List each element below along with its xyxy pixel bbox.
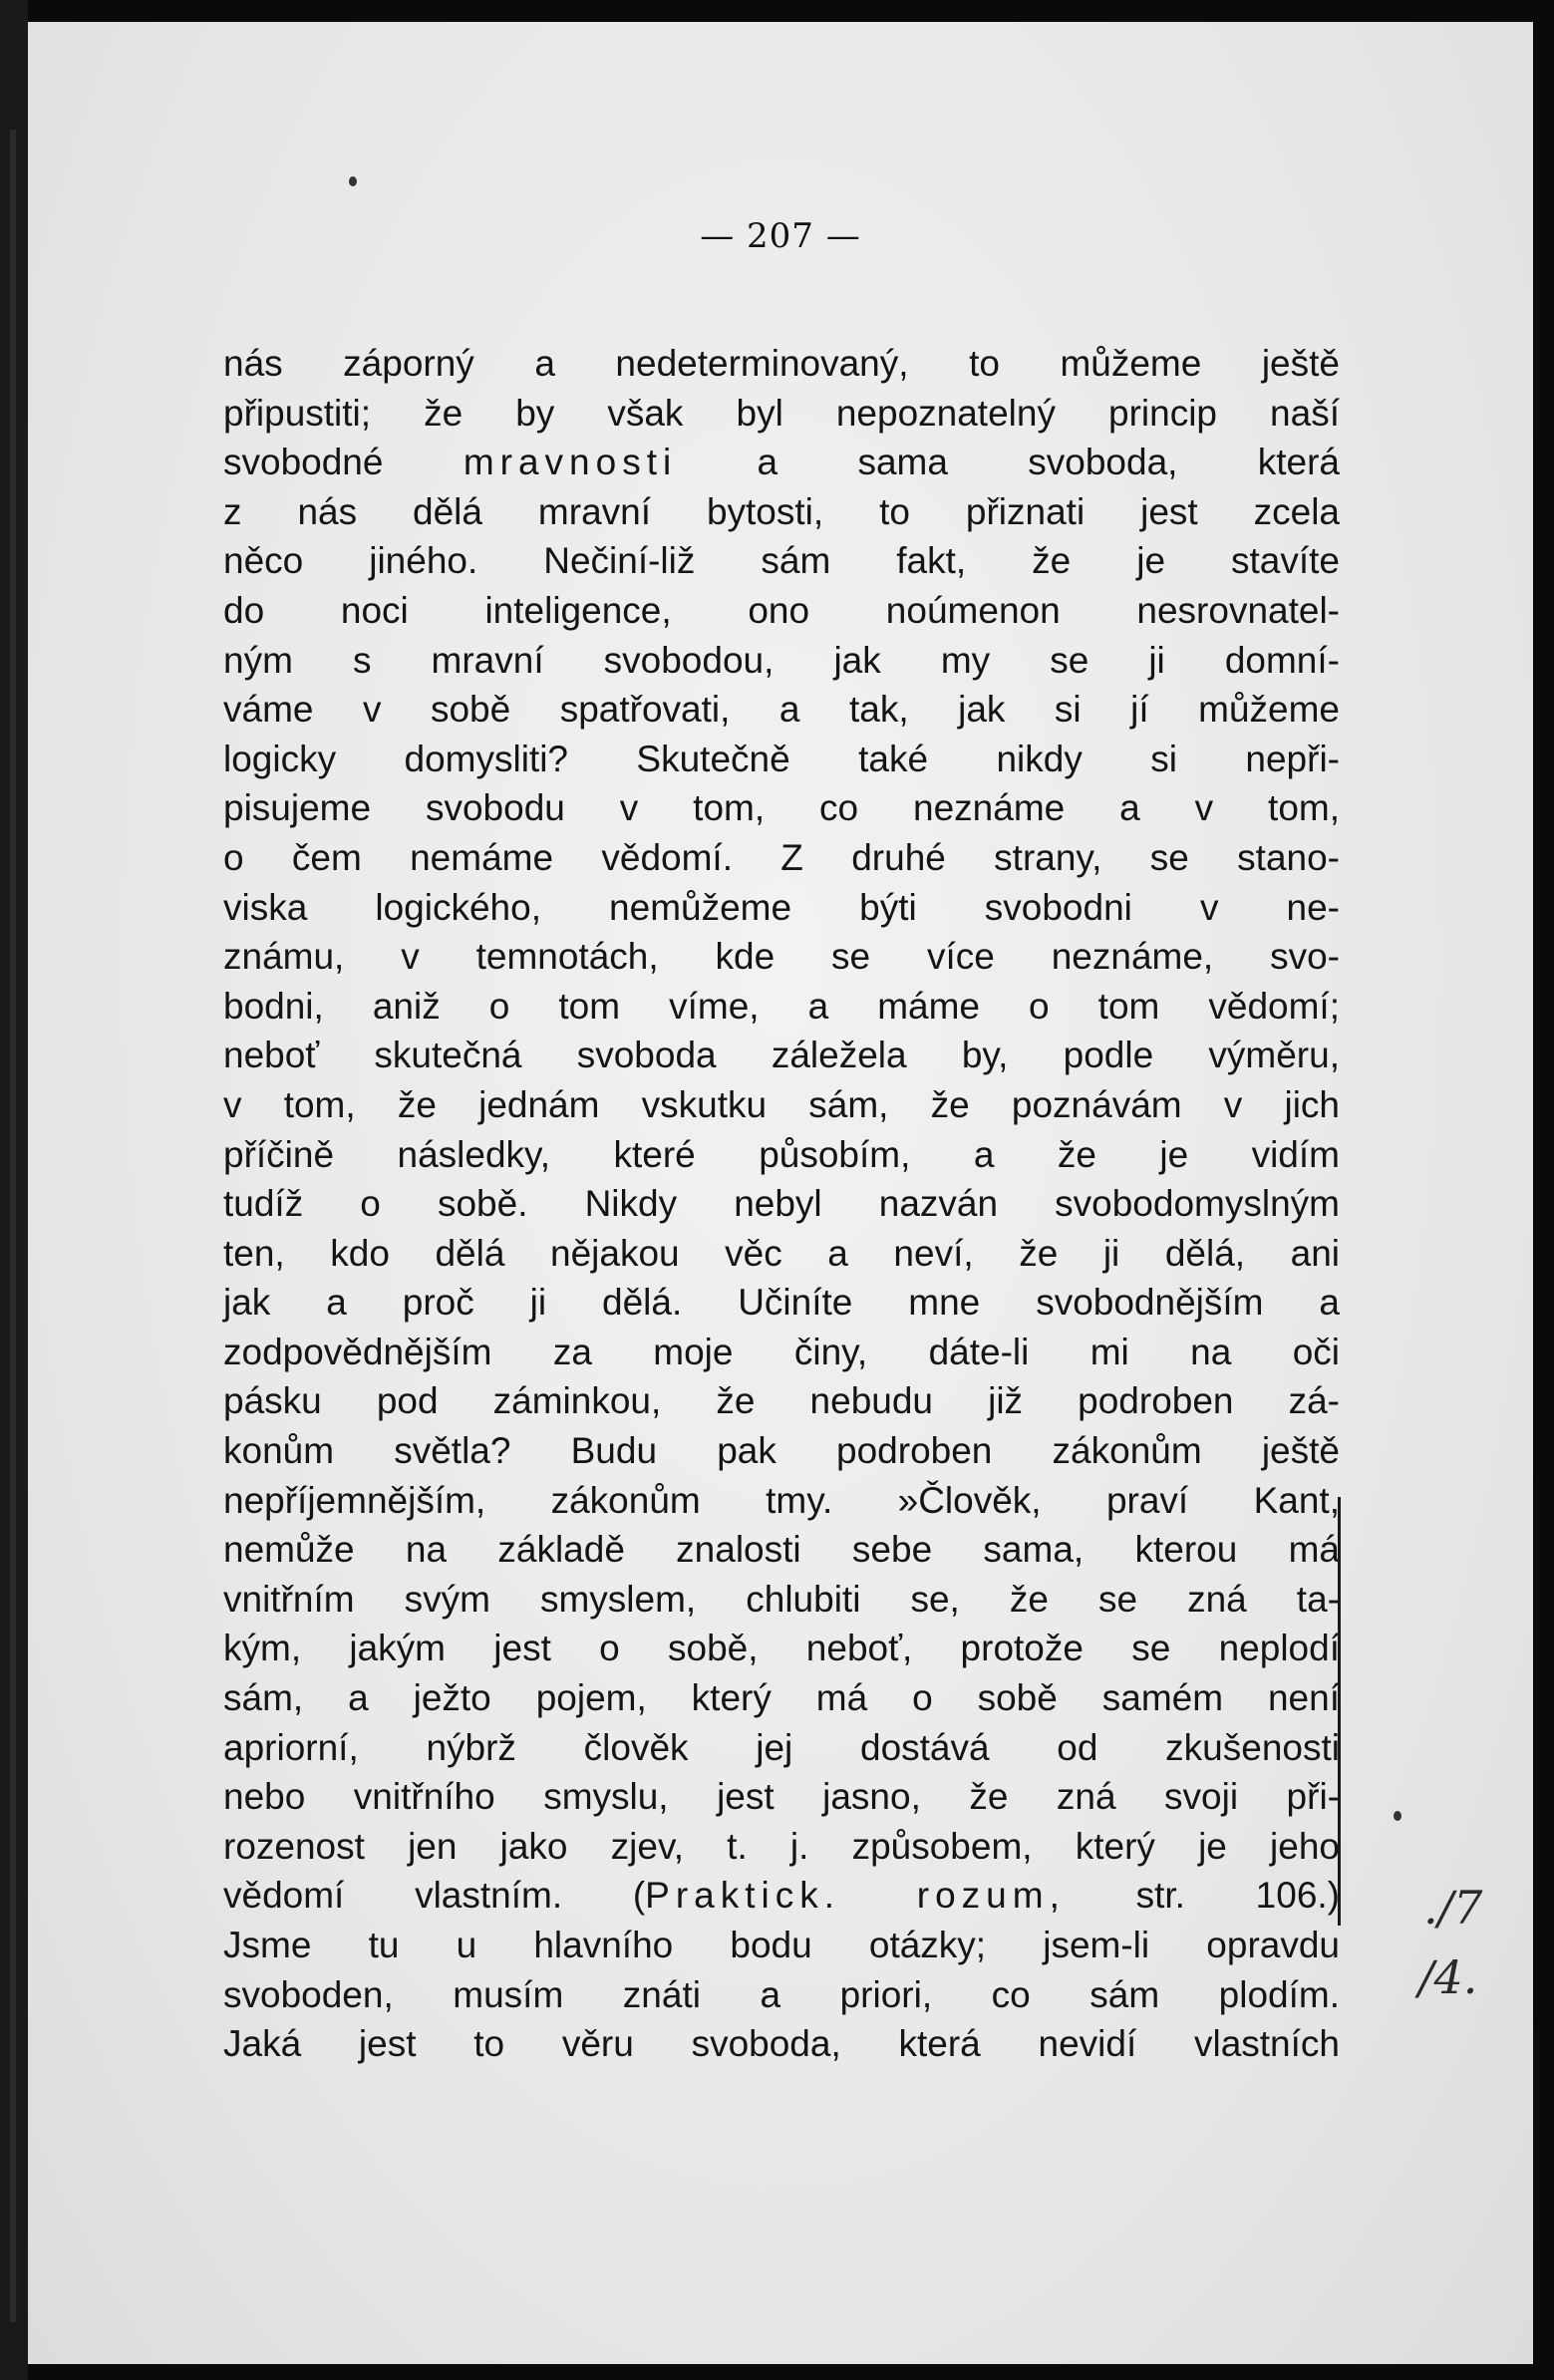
ink-speck	[349, 176, 357, 186]
text-line: nebo vnitřního smyslu, jest jasno, že zná svoji při-	[223, 1776, 1340, 1818]
text-line: sám, a ježto pojem, který má o sobě samém není	[223, 1677, 1340, 1719]
text-line: z nás dělá mravní bytosti, to přiznati jest zcela	[223, 490, 1340, 532]
text-line: tudíž o sobě. Nikdy nebyl nazván svobodomyslným	[223, 1183, 1340, 1225]
text-fragment: a sama svoboda, která	[757, 442, 1341, 483]
text-line: nepříjemnějším, zákonům tmy. »Člověk, praví Kant,	[223, 1479, 1340, 1521]
text-line: zodpovědnějším za moje činy, dáte-li mi na oči	[223, 1331, 1340, 1372]
text-line: pisujeme svobodu v tom, co neznáme a v tom,	[223, 787, 1340, 829]
text-line: v tom, že jednám vskutku sám, že poznávám v jich	[223, 1083, 1340, 1125]
text-line: ným s mravní svobodou, jak my se ji domní-	[223, 639, 1340, 681]
scan-binding-line	[10, 130, 16, 2322]
text-line: kým, jakým jest o sobě, neboť, protože se neplodí	[223, 1628, 1340, 1669]
book-page	[28, 22, 1533, 2364]
handwritten-margin-note: /4.	[1418, 1950, 1478, 2004]
handwritten-margin-note: ./7	[1423, 1881, 1483, 1934]
text-line: něco jiného. Nečiní-liž sám fakt, že je stavíte	[223, 540, 1340, 582]
text-line: nás záporný a nedeterminovaný, to můžeme ještě	[223, 343, 1340, 384]
text-line: váme v sobě spatřovati, a tak, jak si jí můžeme	[223, 689, 1340, 731]
citation-title: Praktick. rozum,	[645, 1875, 1066, 1917]
text-line: bodni, aniž o tom víme, a máme o tom vědomí;	[223, 985, 1340, 1027]
citation-page: str. 106.)	[1135, 1875, 1341, 1917]
text-line: Jsme tu u hlavního bodu otázky; jsem-li opravdu	[223, 1925, 1340, 1965]
text-line: Jaká jest to věru svoboda, která nevidí vlastních	[223, 2023, 1340, 2065]
text-line-citation	[223, 1871, 1340, 1921]
text-line: o čem nemáme vědomí. Z druhé strany, se stano-	[223, 836, 1340, 878]
text-line: známu, v temnotách, kde se více neznáme, svo-	[223, 936, 1340, 978]
quote-margin-bracket	[1324, 1497, 1341, 1926]
text-line: ten, kdo dělá nějakou věc a neví, že ji dělá, ani	[223, 1232, 1340, 1274]
spaced-emphasis: mravnosti	[463, 442, 678, 483]
text-line: konům světla? Budu pak podroben zákonům ještě	[223, 1430, 1340, 1472]
text-line: pásku pod záminkou, že nebudu již podroben zá-	[223, 1380, 1340, 1422]
text-line: příčině následky, které působím, a že je vidím	[223, 1133, 1340, 1175]
text-line: vnitřním svým smyslem, chlubiti se, že se zná ta-	[223, 1578, 1340, 1620]
page-number: — 207 —	[700, 216, 861, 256]
text-line: připustiti; že by však byl nepoznatelný princip naší	[223, 392, 1340, 434]
ink-speck	[1394, 1811, 1401, 1821]
body-text	[223, 339, 1340, 2069]
text-fragment: vědomí vlastním. (	[223, 1875, 646, 1917]
text-line: apriorní, nýbrž člověk jej dostává od zkušenosti	[223, 1726, 1340, 1768]
text-line-emphasis	[223, 438, 1340, 487]
text-line: jak a proč ji dělá. Učiníte mne svobodnějším a	[223, 1282, 1340, 1324]
text-line: rozenost jen jako zjev, t. j. způsobem, který je jeho	[223, 1825, 1340, 1867]
text-line: svoboden, musím znáti a priori, co sám plodím.	[223, 1973, 1340, 2015]
text-line: viska logického, nemůžeme býti svobodni v ne-	[223, 886, 1340, 928]
text-line: logicky domysliti? Skutečně také nikdy si nepři-	[223, 738, 1340, 779]
text-line: do noci inteligence, ono noúmenon nesrovnatel-	[223, 589, 1340, 631]
text-line: nemůže na základě znalosti sebe sama, kterou má	[223, 1529, 1340, 1571]
text-fragment: svobodné	[223, 442, 384, 483]
text-line: neboť skutečná svoboda záležela by, podle výměru,	[223, 1035, 1340, 1076]
